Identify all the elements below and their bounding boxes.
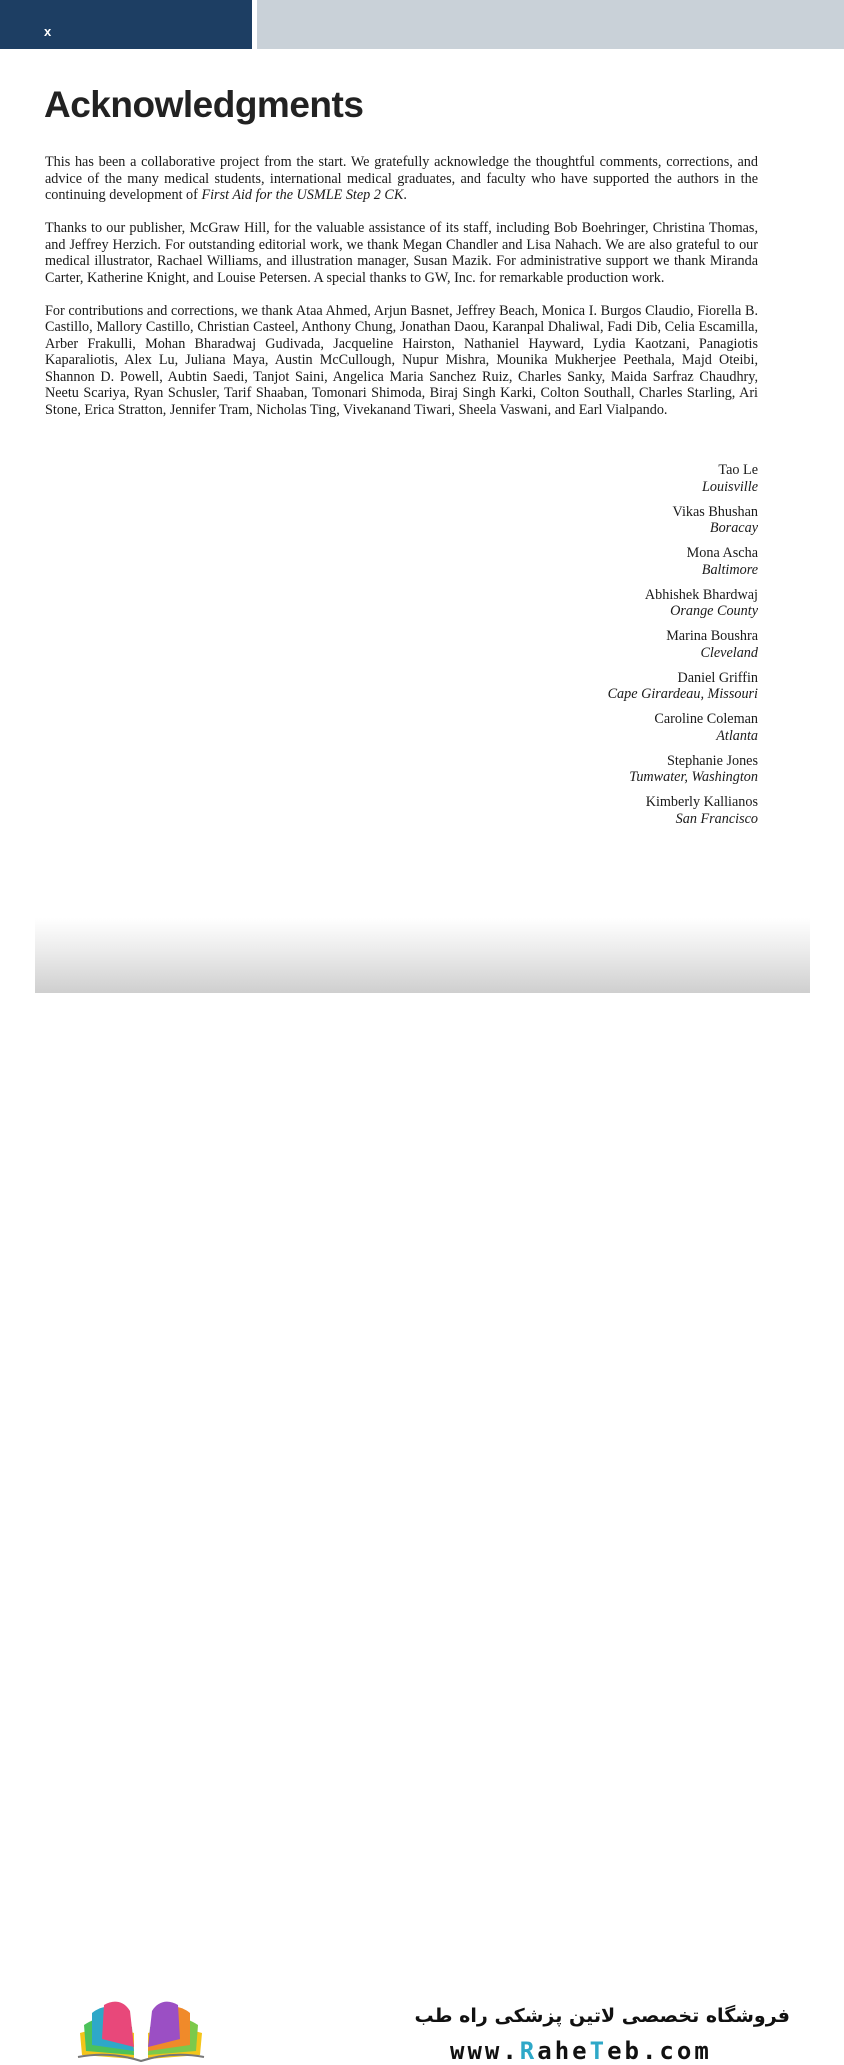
author-name: Stephanie Jones <box>666 752 758 769</box>
page-number: x <box>44 24 52 39</box>
author-name: Tao Le <box>718 462 758 478</box>
url-letter-t: T <box>589 2037 608 2065</box>
signature <box>608 753 758 786</box>
url-prefix: www. <box>450 2037 520 2065</box>
paragraph-2: Thanks to our publisher, McGraw Hill, for the valuable assistance of its staff, including Bob Boehringer, Christina Thomas, and Jeffrey Herzich. For outstanding editorial work, we thank Megan Chandler and Lisa Nahach. We are also grateful to our medical illustrator, Rachael Williams, and illustration manager, Susan Mazik. For administrative support we thank Miranda Carter, Katherine Knight, and Louise Petersen. A special thanks to GW, Inc. for remarkable production work. <box>45 220 758 286</box>
author-location: Louisville <box>702 478 758 495</box>
open-book-icon <box>74 1997 208 2063</box>
author-location: Atlanta <box>716 727 758 744</box>
store-advertisement <box>0 993 844 2065</box>
signature <box>608 670 758 703</box>
author-signatures <box>608 462 758 836</box>
author-name: Daniel Griffin <box>677 669 758 686</box>
header-light-bar <box>257 0 844 49</box>
url-suffix: .com <box>641 2037 712 2065</box>
author-name: Caroline Coleman <box>654 711 758 727</box>
book-title: First Aid for the USMLE Step 2 CK <box>201 187 404 203</box>
author-location: Orange County <box>670 603 758 619</box>
author-location: Tumwater, Washington <box>629 769 758 785</box>
footer-shadow <box>35 918 810 993</box>
author-location: Boracay <box>709 520 758 536</box>
signature <box>608 462 758 495</box>
author-name: Vikas Bhushan <box>672 503 758 520</box>
paragraph-1-end: . <box>403 187 407 203</box>
author-location: San Francisco <box>675 810 758 827</box>
store-name: فروشگاه تخصصی لاتین پزشکی راه طب <box>414 2005 790 2027</box>
signature <box>608 545 758 578</box>
signature <box>608 711 758 744</box>
paragraph-1-text: This has been a collaborative project from the start. We gratefully acknowledge the thoughtful comments, corrections, and advice of the many medical students, international medical graduates, and faculty who have supported the authors in the continuing development of <box>45 154 758 203</box>
body-text <box>45 154 758 435</box>
author-location: Cape Girardeau, Missouri <box>607 686 758 702</box>
paragraph-3: For contributions and corrections, we thank Ataa Ahmed, Arjun Basnet, Jeffrey Beach, Monica I. Burgos Claudio, Fiorella B. Castillo, Mallory Castillo, Christian Casteel, Anthony Chung, Jonathan Daou, Karanpal Dhaliwal, Fadi Dib, Celia Escamilla, Arber Frakulli, Mohan Bharadwaj Gudivada, Jacqueline Hairston, Nathaniel Hayward, Lydia Kaotzani, Panagiotis Kaparaliotis, Alex Lu, Juliana Maya, Austin McCullough, Nupur Mishra, Mounika Mukherjee Peethala, Majd Oteibi, Shannon D. Powell, Aubtin Saedi, Tanjot Saini, Angelica Maria Sanchez Ruiz, Charles Sanky, Maida Sarfraz Chaudhry, Neetu Scariya, Ryan Schusler, Tarif Shaaban, Tomonari Shimoda, Biraj Singh Karki, Colton Southall, Charles Starling, Ari Stone, Erica Stratton, Jennifer Tram, Nicholas Ting, Vivekanand Tiwari, Sheela Vaswani, and Earl Vialpando. <box>45 302 758 418</box>
url-letter-r: R <box>519 2037 538 2065</box>
store-url <box>450 2037 712 2065</box>
paragraph-1 <box>45 154 758 204</box>
signature <box>608 504 758 537</box>
author-name: Abhishek Bhardwaj <box>644 586 758 603</box>
author-location: Baltimore <box>701 561 758 578</box>
author-name: Kimberly Kallianos <box>645 794 758 810</box>
page-title: Acknowledgments <box>44 84 364 125</box>
author-name: Mona Ascha <box>686 545 758 561</box>
author-name: Marina Boushra <box>666 628 758 644</box>
header-dark-bar <box>0 0 252 49</box>
signature <box>608 587 758 620</box>
url-part: eb <box>607 2037 642 2065</box>
signature <box>608 628 758 661</box>
signature <box>608 794 758 827</box>
url-part: ahe <box>537 2037 590 2065</box>
author-location: Cleveland <box>700 644 758 661</box>
